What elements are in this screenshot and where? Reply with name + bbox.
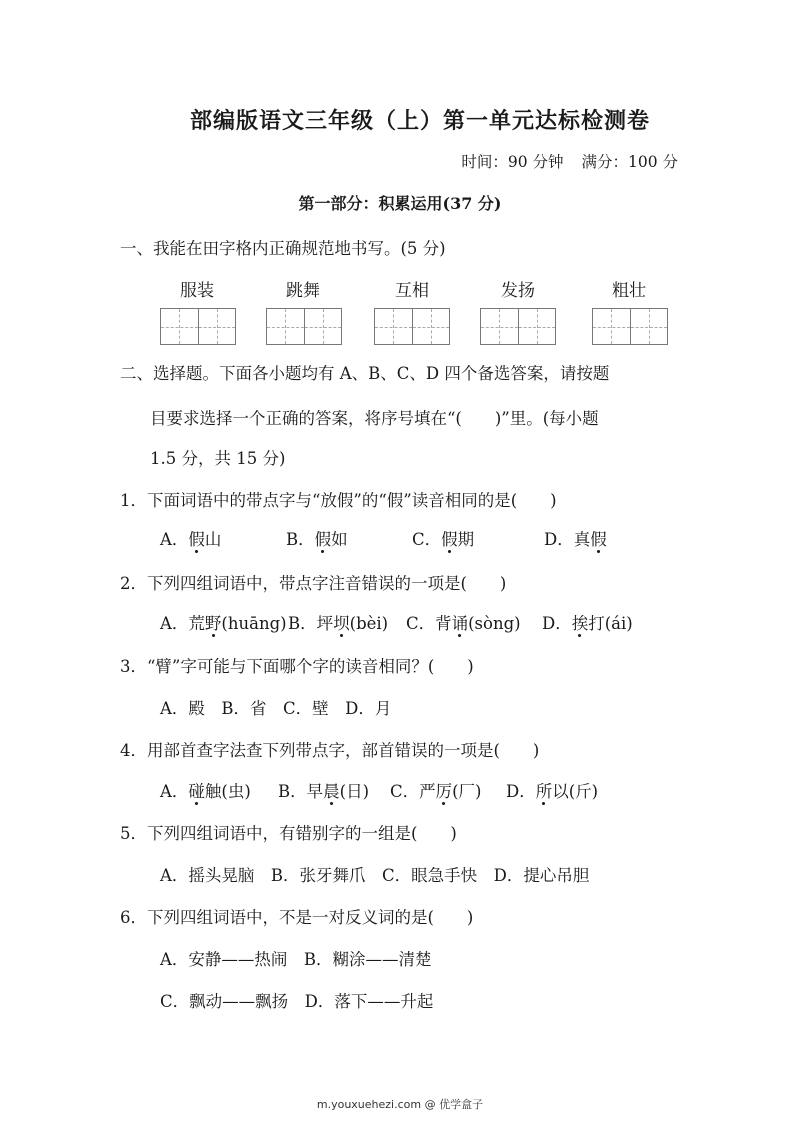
q5-options: A．摇头晃脑 B．张牙舞爪 C．眼急手快 D．提心吊胆 <box>160 866 590 885</box>
question-2: 2．下列四组词语中，带点字注音错误的一项是( ) <box>120 574 507 593</box>
question-5: 5．下列四组词语中，有错别字的一组是( ) <box>120 824 457 843</box>
q4-option-d: D．所以(斤) <box>506 778 598 802</box>
exam-meta <box>461 150 678 172</box>
q1-option-a: A．假山 <box>160 526 286 550</box>
q3-options: A．殿 B．省 C．壁 D．月 <box>160 699 392 718</box>
q4-option-a: A．碰触(虫) <box>160 778 278 802</box>
word-5: 粗壮 <box>612 281 646 301</box>
q2-option-a: A．荒野(huāng) <box>160 610 288 634</box>
q2-options <box>160 610 633 634</box>
footer-watermark: m.youxuehezi.com @ 优学盒子 <box>316 1098 484 1111</box>
question-4: 4．用部首查字法查下列带点字，部首错误的一项是( ) <box>120 741 540 760</box>
word-2: 跳舞 <box>286 281 320 301</box>
writing-grid-4[interactable] <box>480 308 556 345</box>
q1-option-d: D．真假 <box>544 526 607 550</box>
q2-option-b: B．坪坝(bèi) <box>288 610 406 634</box>
q4-options <box>160 778 598 802</box>
q6-options-line1: A．安静——热闹 B．糊涂——清楚 <box>160 950 432 969</box>
question-3: 3．“臂”字可能与下面哪个字的读音相同？( ) <box>120 657 474 676</box>
section2-line3: 1.5 分，共 15 分) <box>150 449 286 468</box>
word-1: 服装 <box>180 281 214 301</box>
time-limit: 时间：90 分钟 <box>461 153 564 171</box>
q1-option-c: C．假期 <box>412 526 544 550</box>
q1-option-b: B．假如 <box>286 526 412 550</box>
section1-heading: 一、我能在田字格内正确规范地书写。(5 分) <box>120 239 446 258</box>
question-6: 6．下列四组词语中，不是一对反义词的是( ) <box>120 908 474 927</box>
question-1: 1．下面词语中的带点字与“放假”的“假”读音相同的是( ) <box>120 491 557 510</box>
q1-options <box>160 526 607 550</box>
part-heading: 第一部分：积累运用(37 分) <box>298 194 502 213</box>
q4-option-c: C．严厉(厂) <box>390 778 506 802</box>
page-title: 部编版语文三年级（上）第一单元达标检测卷 <box>189 109 650 134</box>
q2-option-c: C．背诵(sòng) <box>406 610 542 634</box>
section2-line2: 目要求选择一个正确的答案，将序号填在“( )”里。(每小题 <box>150 409 599 428</box>
writing-grid-2[interactable] <box>266 308 342 345</box>
writing-grid-3[interactable] <box>374 308 450 345</box>
full-score: 满分：100 分 <box>581 153 678 171</box>
section2-line1: 二、选择题。下面各小题均有 A、B、C、D 四个备选答案，请按题 <box>120 364 610 383</box>
word-3: 互相 <box>395 281 429 301</box>
q6-options-line2: C．飘动——飘扬 D．落下——升起 <box>160 992 434 1011</box>
writing-grid-5[interactable] <box>592 308 668 345</box>
q2-option-d: D．挨打(ái) <box>542 610 633 634</box>
writing-grid-1[interactable] <box>160 308 236 345</box>
q4-option-b: B．早晨(日) <box>278 778 390 802</box>
word-4: 发扬 <box>501 281 535 301</box>
